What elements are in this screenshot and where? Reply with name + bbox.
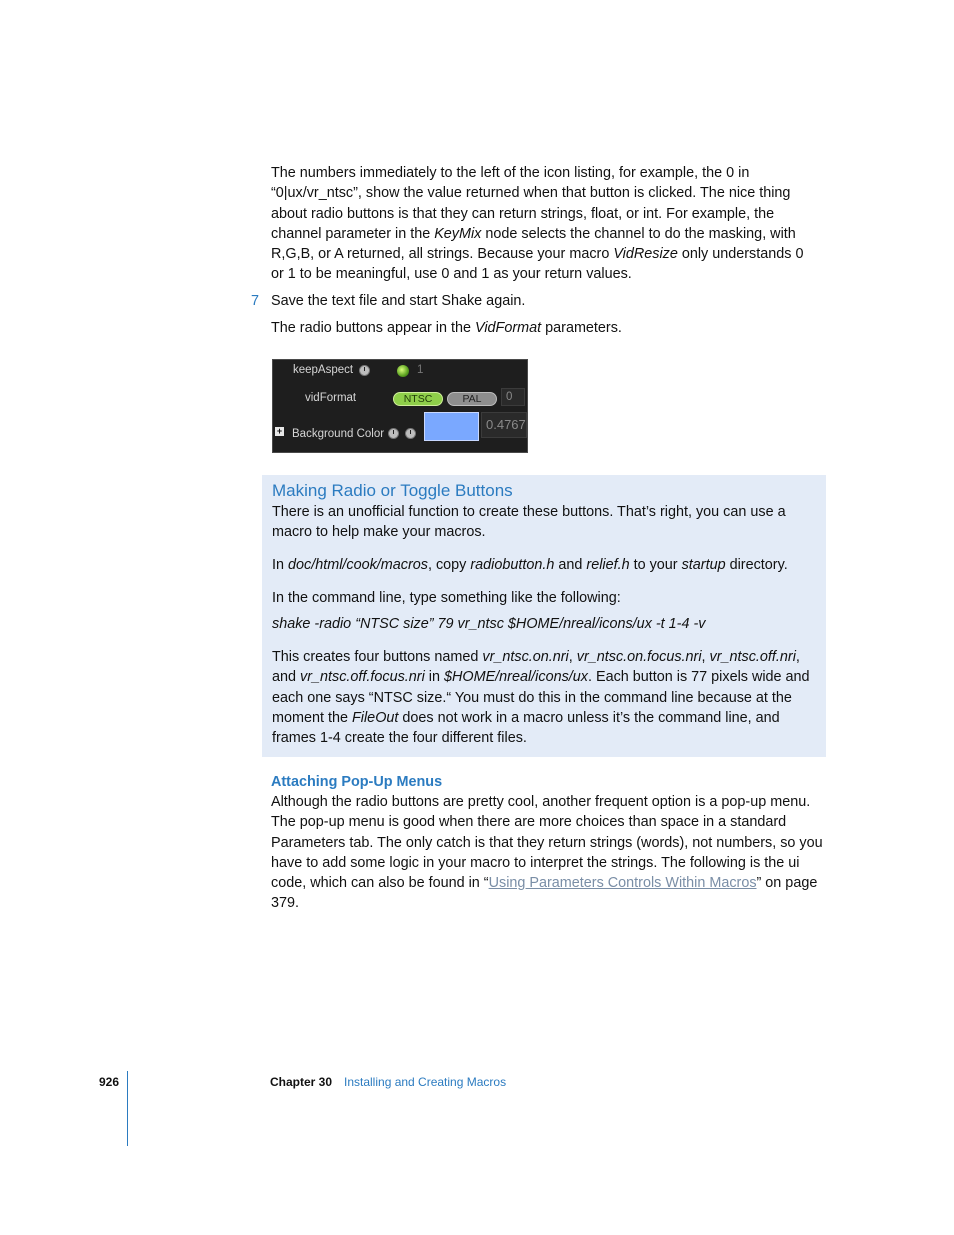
keep-aspect-value: 1 [417, 364, 424, 376]
keep-aspect-knob-icon [359, 365, 370, 376]
tip-text: , copy [427, 557, 471, 573]
tip-file: vr_ntsc.on.nri [482, 649, 569, 665]
vid-format-label: vidFormat [305, 392, 357, 404]
tip-file: vr_ntsc.off.nri [709, 649, 796, 665]
color-picker-icon[interactable] [405, 428, 416, 439]
section-text: Although the radio buttons are pretty cool, another frequent option is a pop-up menu. The pop-up menu is good when there are more choices than space in a standard Parameters tab. The only catch is that they return strings (words), not numbers, so you have to add some logic in your macro to interpret the strings. The following is the ui code, which can also be found in “ [271, 794, 823, 892]
tip-text: . Each button is 77 pixels wide and each one says “NTSC size.“ You must do this in the command line because at the moment the [272, 669, 810, 726]
intro-vidresize: VidResize [613, 246, 678, 263]
tip-paragraph-1: There is an unofficial function to create these buttons. That’s right, you can use a macro to help make your macros. [272, 504, 786, 541]
background-color-value[interactable]: 0.4767 [481, 412, 527, 438]
parameters-screenshot [272, 359, 528, 453]
page-number: 926 [99, 1075, 120, 1089]
step-result-text: The radio buttons appear in the [271, 320, 476, 336]
tip-paragraph-2 [272, 555, 812, 575]
step-number: 7 [251, 293, 260, 309]
background-color-label: Background Color [292, 428, 385, 440]
intro-text: only understands 0 or 1 to be meaningful, use 0 and 1 as your return values. [271, 246, 804, 283]
tip-file: vr_ntsc.on.focus.nri [576, 649, 702, 665]
keep-aspect-led-icon [397, 365, 409, 377]
tip-text: , and [272, 649, 800, 686]
tip-paragraph-4 [272, 647, 812, 748]
intro-text: node selects the channel to do the masking, with R,G,B, or A returned, all strings. Because your macro [271, 225, 796, 263]
intro-keymix: KeyMix [434, 225, 482, 242]
chapter-title: Installing and Creating Macros [344, 1075, 507, 1089]
section-title: Attaching Pop-Up Menus [271, 774, 443, 790]
tip-file: vr_ntsc.off.focus.nri [300, 669, 425, 686]
background-color-knob-icon[interactable] [388, 428, 399, 439]
tip-node: FileOut [352, 709, 399, 726]
tip-text: directory. [725, 557, 788, 573]
chapter-label: Chapter 30 [270, 1075, 333, 1089]
step-result-text: parameters. [541, 320, 622, 336]
step-result [271, 318, 816, 338]
cross-reference-link[interactable]: Using Parameters Controls Within Macros [488, 875, 757, 892]
tip-text: This creates four buttons named [272, 649, 483, 665]
tip-file: relief.h [586, 557, 630, 573]
background-color-swatch[interactable] [424, 412, 479, 441]
pal-radio-button[interactable]: PAL [447, 392, 497, 406]
vid-format-value: 0 [501, 388, 525, 406]
footer-rule [127, 1071, 128, 1146]
step-result-vidformat: VidFormat [475, 320, 542, 336]
tip-text: in [424, 669, 444, 686]
tip-text: does not work in a macro unless it’s the command line, and frames 1-4 create the four different files. [272, 709, 780, 747]
expand-plus-icon[interactable]: + [276, 426, 283, 436]
section-text: ” on page 379. [271, 875, 818, 912]
tip-text: to your [629, 557, 682, 573]
section-paragraph [271, 792, 826, 914]
intro-text: The numbers immediately to the left of the icon listing, for example, the 0 in “0|ux/vr_ntsc”, show the value returned when that button is clicked. The nice thing about radio buttons is that they can return strings, float, or int. For example, the channel parameter in the [271, 165, 791, 242]
tip-text: , [568, 649, 577, 665]
ntsc-radio-button[interactable]: NTSC [393, 392, 443, 406]
tip-path: startup [681, 557, 726, 573]
keep-aspect-label: keepAspect [293, 364, 354, 376]
tip-text: , [701, 649, 710, 665]
tip-file: radiobutton.h [470, 557, 555, 573]
tip-command-line: shake -radio “NTSC size” 79 vr_ntsc $HOME/nreal/icons/ux -t 1-4 -v [272, 616, 706, 632]
intro-paragraph [271, 163, 816, 285]
tip-title: Making Radio or Toggle Buttons [272, 481, 513, 500]
tip-paragraph-3: In the command line, type something like the following: [272, 590, 621, 606]
step-text: Save the text file and start Shake again. [271, 293, 526, 309]
tip-text: In [272, 557, 288, 573]
tip-text: and [554, 557, 587, 573]
tip-path: $HOME/nreal/icons/ux [444, 669, 588, 686]
tip-path: doc/html/cook/macros [288, 557, 428, 573]
